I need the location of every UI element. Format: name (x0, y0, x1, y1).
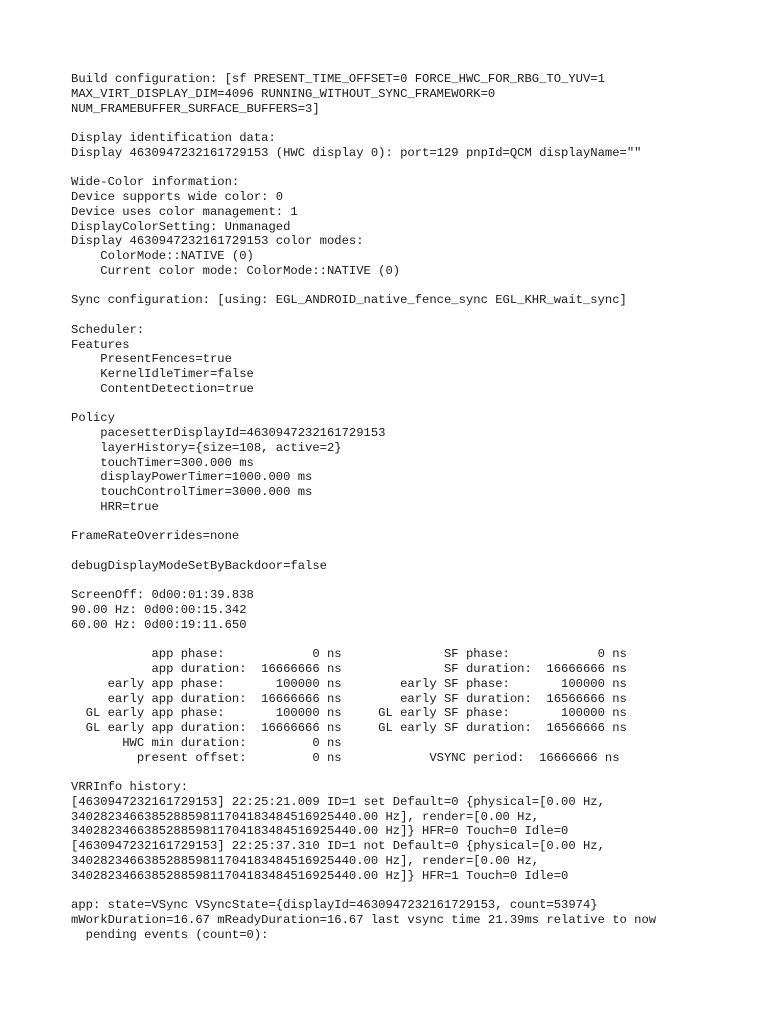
dump-line: 60.00 Hz: 0d00:19:11.650 (71, 617, 247, 632)
dump-line: debugDisplayModeSetByBackdoor=false (71, 558, 327, 573)
dump-line: pacesetterDisplayId=4630947232161729153 (71, 426, 386, 440)
dumpsys-text-output (71, 72, 656, 942)
blank-line (71, 765, 656, 780)
dump-line: Scheduler: (71, 322, 145, 337)
dump-line: Display 4630947232161729153 (HWC display 0): port=129 pnpId=QCM displayName="" (71, 145, 642, 160)
dump-line: DisplayColorSetting: Unmanaged (71, 219, 291, 234)
dump-line: Device supports wide color: 0 (71, 190, 284, 204)
dump-line: app duration: 16666666 ns SF duration: 16666666 ns (71, 662, 627, 676)
dump-line: Build configuration: [sf PRESENT_TIME_OFFSET=0 FORCE_HWC_FOR_RBG_TO_YUV=1 (71, 72, 605, 86)
dump-line: VRRInfo history: (71, 780, 189, 794)
dump-line: Features (71, 337, 130, 352)
blank-line (71, 883, 656, 898)
dump-line: early app duration: 16666666 ns early SF duration: 16566666 ns (71, 691, 627, 706)
dump-line: HWC min duration: 0 ns (71, 735, 342, 750)
blank-line (71, 515, 656, 530)
dump-line: MAX_VIRT_DISPLAY_DIM=4096 RUNNING_WITHOUT_SYNC_FRAMEWORK=0 (71, 86, 496, 101)
blank-line (71, 279, 656, 294)
dump-line: 340282346638528859811704183484516925440.00 Hz]} HFR=0 Touch=0 Idle=0 (71, 824, 569, 839)
blank-line (71, 308, 656, 323)
dump-line: Sync configuration: [using: EGL_ANDROID_native_fence_sync EGL_KHR_wait_sync] (71, 293, 627, 308)
dump-line: Current color mode: ColorMode::NATIVE (0) (71, 263, 401, 278)
dump-line: PresentFences=true (71, 352, 232, 367)
dump-line: early app phase: 100000 ns early SF phase: 100000 ns (71, 676, 627, 691)
dump-line: touchTimer=300.000 ms (71, 455, 254, 470)
dump-line: layerHistory={size=108, active=2} (71, 440, 342, 455)
blank-line (71, 161, 656, 176)
dump-line: Display 4630947232161729153 color modes: (71, 234, 364, 249)
blank-line (71, 633, 656, 648)
dump-line: 340282346638528859811704183484516925440.00 Hz], render=[0.00 Hz, (71, 853, 540, 868)
dump-line: GL early app phase: 100000 ns GL early SF phase: 100000 ns (71, 706, 627, 721)
dump-line: app phase: 0 ns SF phase: 0 ns (71, 647, 627, 662)
dump-line: 90.00 Hz: 0d00:00:15.342 (71, 603, 247, 617)
dump-line: present offset: 0 ns VSYNC period: 16666666 ns (71, 750, 620, 765)
dump-line: 340282346638528859811704183484516925440.00 Hz], render=[0.00 Hz, (71, 809, 540, 824)
dump-line: app: state=VSync VSyncState={displayId=4630947232161729153, count=53974} (71, 898, 598, 912)
dump-line: Display identification data: (71, 131, 276, 145)
blank-line (71, 574, 656, 589)
dump-line: GL early app duration: 16666666 ns GL early SF duration: 16566666 ns (71, 721, 627, 735)
dump-line: [4630947232161729153] 22:25:37.310 ID=1 not Default=0 {physical=[0.00 Hz, (71, 839, 605, 853)
dump-line: displayPowerTimer=1000.000 ms (71, 470, 313, 485)
dump-line: pending events (count=0): (71, 927, 269, 942)
dump-line: [4630947232161729153] 22:25:21.009 ID=1 set Default=0 {physical=[0.00 Hz, (71, 794, 605, 809)
dump-line: Wide-Color information: (71, 175, 240, 190)
blank-line (71, 544, 656, 559)
dump-line: Policy (71, 411, 115, 426)
dump-line: ScreenOff: 0d00:01:39.838 (71, 588, 254, 603)
blank-line (71, 397, 656, 412)
dump-line: touchControlTimer=3000.000 ms (71, 485, 313, 499)
dump-line: HRR=true (71, 499, 159, 514)
dump-line: ColorMode::NATIVE (0) (71, 249, 254, 263)
dump-line: NUM_FRAMEBUFFER_SURFACE_BUFFERS=3] (71, 101, 320, 116)
blank-line (71, 116, 656, 131)
dump-line: ContentDetection=true (71, 381, 254, 396)
dump-line: 340282346638528859811704183484516925440.00 Hz]} HFR=1 Touch=0 Idle=0 (71, 868, 569, 883)
dump-line: KernelIdleTimer=false (71, 367, 254, 381)
dump-line: mWorkDuration=16.67 mReadyDuration=16.67 last vsync time 21.39ms relative to now (71, 912, 657, 927)
dump-line: Device uses color management: 1 (71, 204, 298, 219)
dump-line: FrameRateOverrides=none (71, 529, 240, 544)
